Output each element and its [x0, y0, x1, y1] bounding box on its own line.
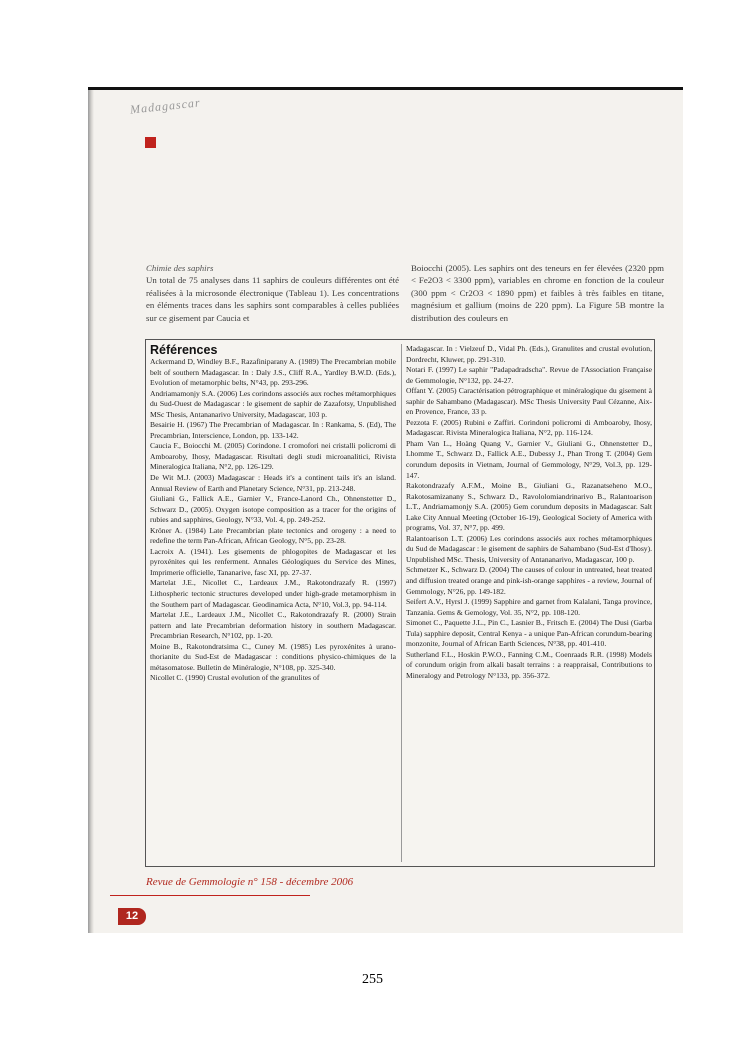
reference-item: Moine B., Rakotondratsima C., Cuney M. (1985) Les pyroxénites à urano-thorianite du Sud-Est de Madagascar : conditions physico-chimiques de la métasomatose. Bulletin de Minéralogie, N°108, pp. 325-340. [150, 641, 396, 672]
reference-item: Andriamamonjy S.A. (2006) Les corindons associés aux roches métamorphiques du Sud-Ouest de Madagascar : le gisement de saphir de Zazafotsy, Unpublished MSc Thesis, Antananarivo University, Madagascar, 103 p. [150, 388, 396, 419]
reference-item: Madagascar. In : Vielzeuf D., Vidal Ph. (Eds.), Granulites and crustal evolution, Dordrecht, Kluwer, pp. 291-310. [406, 344, 652, 364]
reference-item: Notari F. (1997) Le saphir "Padapadradscha". Revue de l'Association Française de Gemmologie, N°132, pp. 24-27. [406, 365, 652, 385]
reference-item: De Wit M.J. (2003) Madagascar : Heads it's a continent tails it's an island. Annual Review of Earth and Planetary Science, N°31, pp. 213-248. [150, 473, 396, 493]
journal-footer: Revue de Gemmologie n° 158 - décembre 2006 [146, 876, 354, 888]
reference-item: Besairie H. (1967) The Precambrian of Madagascar. In : Rankama, S. (Ed), The Precambrian, Interscience, London, pp. 133-142. [150, 420, 396, 440]
footer-rule [110, 895, 310, 896]
references-box [145, 339, 655, 867]
section-marker [145, 137, 156, 148]
reference-item: Offant Y. (2005) Caractérisation pétrographique et minéralogique du gisement à saphir de Sahambano (Madagascar). MSc Thesis University Paul Cézanne, Aix-en Provence, France, 33 p. [406, 386, 652, 417]
references-column-right [406, 344, 652, 682]
reference-item: Simonet C., Paquette J.L., Pin C., Lasnier B., Fritsch E. (2004) The Dusi (Garba Tula) sapphire deposit, Central Kenya - a unique Pan-African corundum-bearing monzonite, Journal of African Earth Sciences, N°38, pp. 401-410. [406, 618, 652, 649]
reference-item: Martelat J.E., Nicollet C., Lardeaux J.M., Rakotondrazafy R. (1997) Lithospheric tectonic structures developed under high-grade metamorphism in the Southern part of Madagascar. Geodinamica Acta, N°10, Vol.3, pp. 94-114. [150, 578, 396, 609]
reference-item: Pham Van L., Hoàng Quang V., Garnier V., Giuliani G., Ohnenstetter D., Lhomme T., Schwarz D., Fallick A.E., Dubessy J., Phan Trong T. (2004) Gem corundum deposits in Vietnam, Journal of Gemmology, N°29, Vol.3, pp. 129-147. [406, 438, 652, 480]
reference-item: Pezzota F. (2005) Rubini e Zaffiri. Corindoni policromi di Amboaroby, Ihosy, Madagascar. Rivista Mineralogica Italiana, N°2, pp. 116-124. [406, 417, 652, 438]
reference-item: Caucia F., Boiocchi M. (2005) Corindone. I cromofori nei cristalli policromi di Amboaroby, Ihosy, Madagascar. Risultati degli studi microanalitici, Rivista Mineralogica Italiana, N°2, pp. 126-129. [150, 441, 396, 472]
body-text-right: Boiocchi (2005). Les saphirs ont des teneurs en fer élevées (2320 ppm < Fe2O3 < 3300 ppm), variables en chrome en fonction de la couleur (300 ppm < Cr2O3 < 1890 ppm) et faibles à très faibles en titane, magnésium et gallium (moins de 220 ppm). La Figure 5B montre la distribution des couleurs en [411, 263, 664, 323]
top-rule [88, 87, 683, 90]
scanned-journal-page [88, 87, 683, 933]
reference-item: Kröner A. (1984) Late Precambrian plate tectonics and orogeny : a need to redefine the term Pan-African, African Geology, N°5, pp. 23-28. [150, 525, 396, 546]
reference-item: Martelat J.E., Lardeaux J.M., Nicollet C., Rakotondrazafy R. (2000) Strain pattern and late Precambrian deformation history in southern Madagascar. Precambrian Research, N°102, pp. 1-20. [150, 610, 396, 641]
reference-item: Ralantoarison L.T. (2006) Les corindons associés aux roches métamorphiques du Sud de Madagascar : le gisement de saphirs de Sahambano (Sud-Est d'Ihosy). Unpublished MSc. Thesis, University of Antananarivo, Madagascar, 100 p. [406, 533, 652, 564]
column-divider [401, 344, 402, 862]
references-column-left [150, 357, 396, 684]
page-number: 255 [362, 972, 383, 987]
section-title: Chimie des saphirs [146, 263, 214, 273]
reference-item: Sutherland F.L., Hoskin P.W.O., Fanning C.M., Coenraads R.R. (1998) Models of corundum origin from alkali basalt terrains : a reappraisal, Contributions to Mineralogy and Petrology N°133, pp. 356-372. [406, 649, 652, 680]
reference-item: Lacroix A. (1941). Les gisements de phlogopites de Madagascar et les pyroxénites qui les renferment. Annales Géologiques du Service des Mines, Imprimerie officielle, Tananarive, fasc XI, pp. 27-37. [150, 546, 396, 577]
reference-item: Ackermand D, Windley B.F., Razafiniparany A. (1989) The Precambrian mobile belt of southern Madagascar. In : Daly J.S., Cliff R.A., Yardley B.W.D. (Eds.), Evolution of metamorphic belts, N°43, pp. 293-296. [150, 357, 396, 388]
scan-shadow-edge [88, 90, 94, 933]
references-title: Références [150, 343, 218, 357]
reference-item: Nicollet C. (1990) Crustal evolution of the granulites of [150, 673, 320, 683]
handwritten-note: Madagascar [129, 95, 202, 117]
reference-item: Rakotondrazafy A.F.M., Moine B., Giuliani G., Razanatseheno M.O., Rakotosamizanany S., Schwarz D., Ravololomiandrinarivo B., Ralantoarison L.T., Andriamamonjy S.A. (2005) Gem corundum deposits in Madagascar. Salt Lake City Annual Meeting (October 16-19), Geological Society of America with programs, Vol. 37, N°7, pp. 499. [406, 481, 652, 533]
body-text-left: Un total de 75 analyses dans 11 saphirs de couleurs différentes ont été réalisées à la microsonde électronique (Tableau 1). Les concentrations en éléments traces dans les saphirs sont comparables à celles publiées sur ce gisement par Caucia et [146, 275, 399, 323]
journal-page-badge: 12 [118, 908, 146, 925]
body-column-right [411, 262, 664, 324]
body-column-left [146, 262, 399, 324]
reference-item: Seifert A.V., Hyrsl J. (1999) Sapphire and garnet from Kalalani, Tanga province, Tanzania. Gems & Gemology, Vol. 35, N°2, pp. 108-120. [406, 597, 652, 617]
reference-item: Giuliani G., Fallick A.E., Garnier V., France-Lanord Ch., Ohnenstetter D., Schwarz D., (2005). Oxygen isotope composition as a tracer for the origins of rubies and sapphires, Geology, N°33, Vol. 4, pp. 249-252. [150, 494, 396, 525]
reference-item: Schmetzer K., Schwarz D. (2004) The causes of colour in untreated, heat treated and diffusion treated orange and pink-ish-orange sapphires - a review, Journal of Gemmology, N°26, pp. 149-182. [406, 565, 652, 596]
